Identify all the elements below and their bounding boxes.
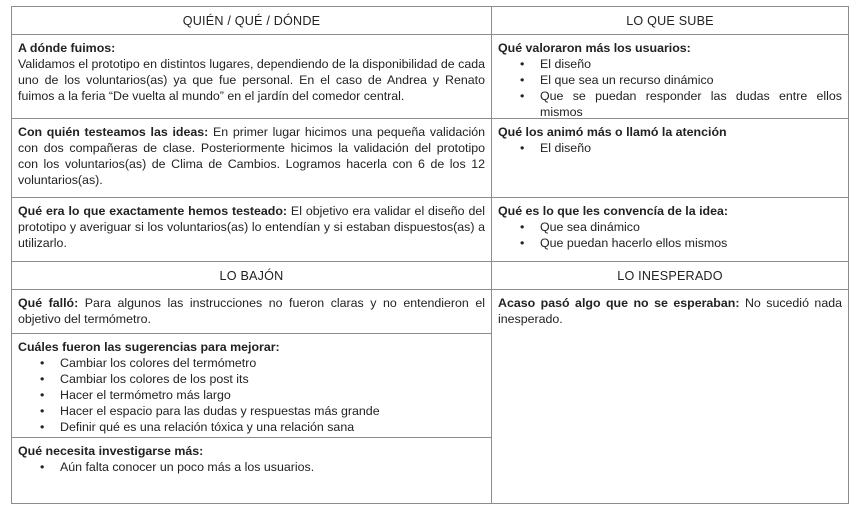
list-item: • Hacer el espacio para las dudas y respuestas más grande <box>40 403 485 419</box>
donde-fuimos-text: Validamos el prototipo en distintos lugares, dependiendo de la disponibilidad de cada uno de los voluntarios(as) ya que fue personal. En el caso de Andrea y Renato fuimos a la feria “De vuelta al mundo” en el jardín del comedor central. <box>18 57 485 103</box>
que-fallo-label: Qué falló: <box>18 296 79 310</box>
que-testeado-label: Qué era lo que exactamente hemos testeado: <box>18 204 288 218</box>
investigar-label: Qué necesita investigarse más: <box>18 444 204 458</box>
header-lo-inesperado: LO INESPERADO <box>491 261 849 290</box>
list-item: • Aún falta conocer un poco más a los usuarios. <box>40 459 485 475</box>
inesperado-text: No sucedió nada inesperado. <box>498 296 842 326</box>
con-quien-text: En primer lugar hicimos una pequeña validación con dos compañeras de clase. Posteriormente hicimos la validación del prototipo con los voluntarios(as) de Clima de Cambios. Logramos hacerla con 6 de los 12 voluntarios(as). <box>18 125 485 187</box>
sugerencias-label: Cuáles fueron las sugerencias para mejorar: <box>18 340 280 354</box>
valoraron-list <box>498 56 842 119</box>
valoraron-cell <box>491 34 849 119</box>
animo-label: Qué los animó más o llamó la atención <box>498 125 727 139</box>
list-item: • Cambiar los colores de los post its <box>40 371 485 387</box>
sugerencias-list <box>18 355 485 435</box>
list-item: • El diseño <box>520 140 842 156</box>
investigar-cell <box>11 437 492 504</box>
list-item: • Que puedan hacerlo ellos mismos <box>520 235 842 251</box>
inesperado-cell <box>491 289 849 504</box>
sugerencias-cell <box>11 333 492 438</box>
list-item: • El que sea un recurso dinámico <box>520 72 842 88</box>
donde-fuimos-cell <box>11 34 492 119</box>
investigar-list <box>18 459 485 475</box>
list-item: • El diseño <box>520 56 842 72</box>
list-item: • Definir qué es una relación tóxica y una relación sana <box>40 419 485 435</box>
que-testeado-text: El objetivo era validar el diseño del prototipo y averiguar si los voluntarios(as) lo entendían y si estaban dispuestos(as) a utilizarlo. <box>18 204 485 250</box>
header-lo-que-sube: LO QUE SUBE <box>491 6 849 35</box>
feedback-grid-table <box>11 6 848 503</box>
list-item: • Que se puedan responder las dudas entre ellos mismos <box>520 88 842 119</box>
animo-cell <box>491 118 849 198</box>
header-lo-bajon: LO BAJÓN <box>11 261 492 290</box>
list-item: • Hacer el termómetro más largo <box>40 387 485 403</box>
inesperado-label: Acaso pasó algo que no se esperaban: <box>498 296 740 310</box>
list-item: • Que sea dinámico <box>520 219 842 235</box>
convencia-cell <box>491 197 849 262</box>
convencia-label: Qué es lo que les convencía de la idea: <box>498 204 729 218</box>
que-fallo-text: Para algunos las instrucciones no fueron claras y no entendieron el objetivo del termómetro. <box>18 296 485 326</box>
animo-list <box>498 140 842 156</box>
que-fallo-cell <box>11 289 492 334</box>
donde-fuimos-label: A dónde fuimos: <box>18 41 116 55</box>
con-quien-cell <box>11 118 492 198</box>
header-quien-que-donde: QUIÉN / QUÉ / DÓNDE <box>11 6 492 35</box>
valoraron-label: Qué valoraron más los usuarios: <box>498 41 691 55</box>
convencia-list <box>498 219 842 251</box>
con-quien-label: Con quién testeamos las ideas: <box>18 125 209 139</box>
que-testeado-cell <box>11 197 492 262</box>
list-item: • Cambiar los colores del termómetro <box>40 355 485 371</box>
